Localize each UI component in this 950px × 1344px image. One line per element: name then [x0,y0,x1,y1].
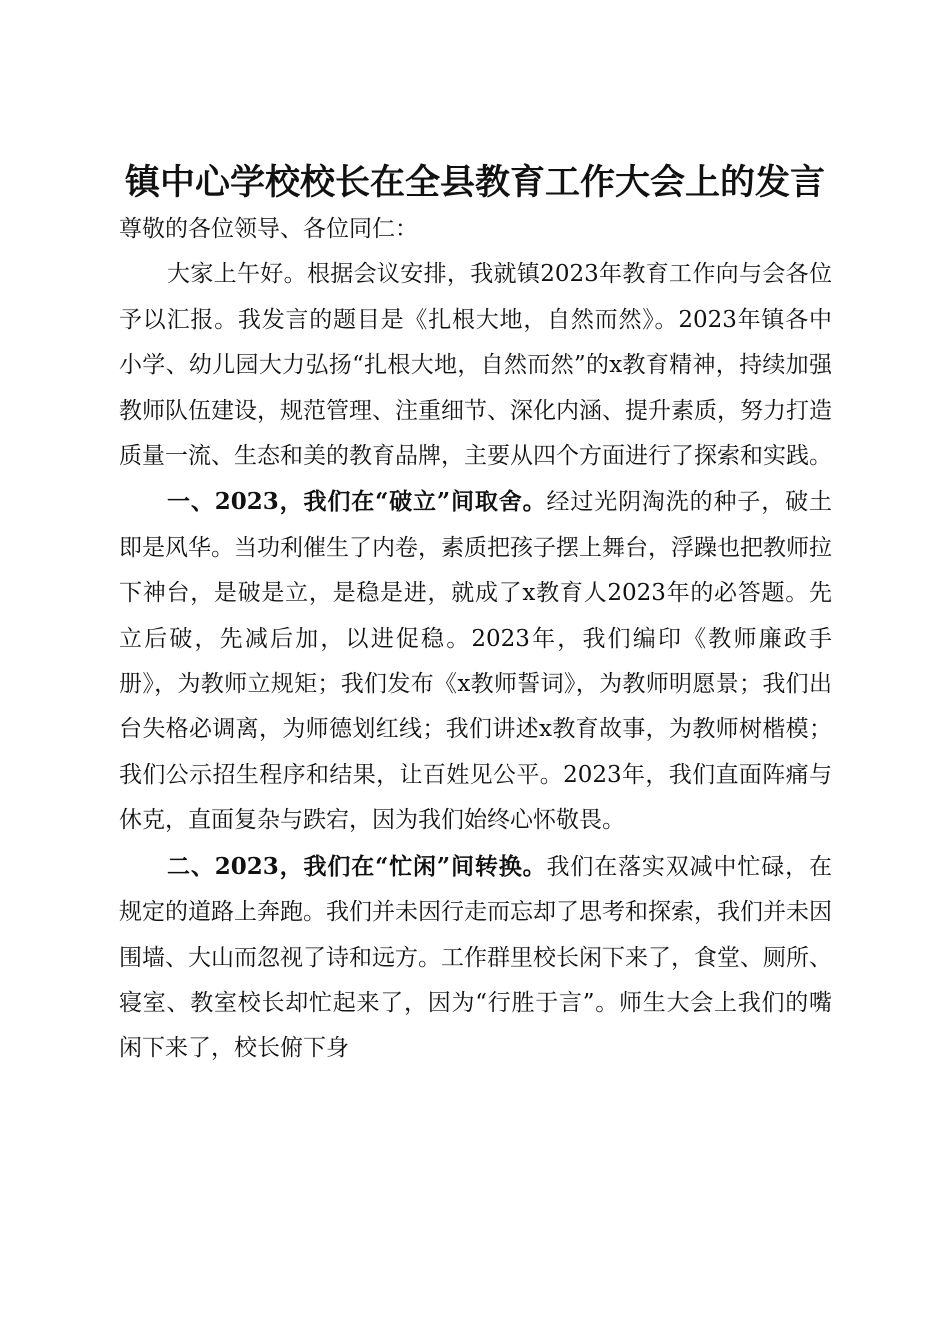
section-1-text: 经过光阴淘洗的种子，破土即是风华。当功利催生了内卷，素质把孩子摆上舞台，浮躁也把教师拉下神台，是破是立，是稳是进，就成了x教育人2023年的必答题。先立后破，先减后加，以进促稳。2023年，我们编印《教师廉政手册》，为教师立规矩；我们发布《x教师誓词》，为教师明愿景；我们出台失格必调离，为师德划红线；我们讲述x教育故事，为教师树楷模；我们公示招生程序和结果，让百姓见公平。2023年，我们直面阵痛与休克，直面复杂与跌宕，因为我们始终心怀敬畏。 [119,489,832,834]
salutation: 尊敬的各位领导、各位同仁： [119,216,418,242]
document-body [119,207,832,1072]
intro-paragraph: 大家上午好。根据会议安排，我就镇2023年教育工作向与会各位予以汇报。我发言的题目是《扎根大地，自然而然》。2023年镇各中小学、幼儿园大力弘扬“扎根大地，自然而然”的x教育精神，持续加强教师队伍建设，规范管理、注重细节、深化内涵、提升素质，努力打造质量一流、生态和美的教育品牌，主要从四个方面进行了探索和实践。 [119,261,832,470]
document-title: 镇中心学校校长在全县教育工作大会上的发言 [124,162,825,204]
section-1-heading: 一、2023，我们在“破立”间取舍。 [167,488,547,516]
section-2-heading: 二、2023，我们在“忙闲”间转换。 [167,852,547,880]
section-2-text: 我们在落实双减中忙碌，在规定的道路上奔跑。我们并未因行走而忘却了思考和探索，我们并未因围墙、大山而忽视了诗和远方。工作群里校长闲下来了，食堂、厕所、寝室、教室校长却忙起来了，因为“行胜于言”。师生大会上我们的嘴闲下来了，校长俯下身 [119,853,832,1062]
section-1-paragraph [119,479,832,843]
section-2-paragraph [119,844,832,1072]
